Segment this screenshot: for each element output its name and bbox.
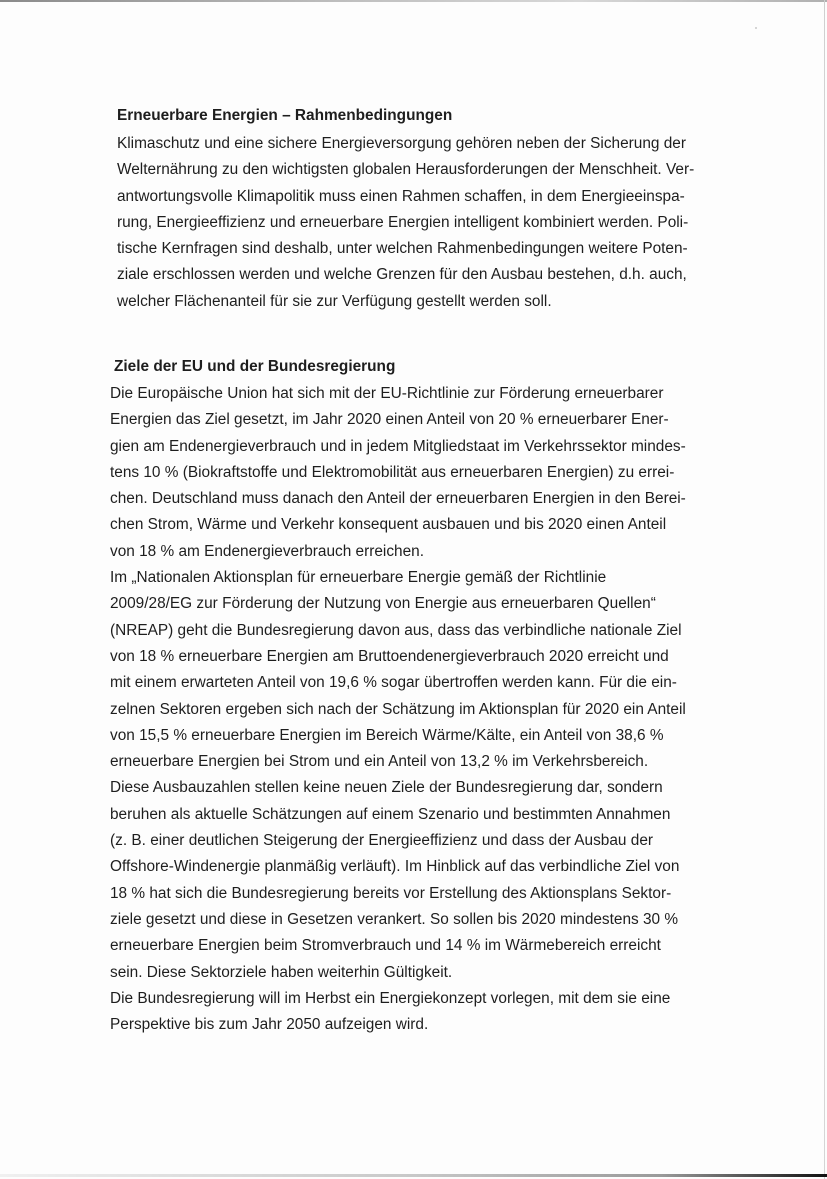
scan-edge-bottom [0, 1174, 827, 1177]
text-line: Die Europäische Union hat sich mit der EU-Richtlinie zur Förderung erneuerbarer [110, 385, 664, 402]
section-body-ziele [110, 381, 686, 1038]
text-line: Welternährung zu den wichtigsten globalen Herausforderungen der Menschheit. Ver- [117, 161, 695, 179]
section-heading-ziele: Ziele der EU und der Bundesregierung [114, 358, 396, 375]
text-line: antwortungsvolle Klimapolitik muss einen Rahmen schaffen, in dem Energieeinspa- [117, 187, 685, 205]
section-heading-rahmenbedingungen: Erneuerbare Energien – Rahmenbedingungen [117, 107, 453, 124]
text-line: Offshore-Windenergie planmäßig verläuft). Im Hinblick auf das verbindliche Ziel von [110, 858, 680, 876]
text-line: rung, Energieeffizienz und erneuerbare Energien intelligent kombiniert werden. Poli- [117, 213, 689, 231]
text-line: von 18 % erneuerbare Energien am Bruttoendenergieverbrauch 2020 erreicht und [110, 647, 669, 665]
text-line: von 18 % am Endenergieverbrauch erreichen. [110, 542, 424, 560]
text-line: beruhen als aktuelle Schätzungen auf einem Szenario und bestimmten Annahmen [110, 805, 671, 823]
text-line: ziele gesetzt und diese in Gesetzen verankert. So sollen bis 2020 mindestens 30 % [110, 910, 679, 928]
text-line: sein. Diese Sektorziele haben weiterhin Gültigkeit. [110, 963, 453, 981]
text-line: Im „Nationalen Aktionsplan für erneuerbare Energie gemäß der Richtlinie [110, 569, 607, 587]
text-line: erneuerbare Energien beim Stromverbrauch und 14 % im Wärmebereich erreicht [110, 937, 661, 955]
text-line: (NREAP) geht die Bundesregierung davon aus, dass das verbindliche nationale Ziel [110, 621, 682, 639]
text-line: (z. B. einer deutlichen Steigerung der Energieeffizienz und dass der Ausbau der [110, 832, 654, 850]
text-line: Die Bundesregierung will im Herbst ein Energiekonzept vorlegen, mit dem sie eine [110, 989, 671, 1007]
text-line: zelnen Sektoren ergeben sich nach der Schätzung im Aktionsplan für 2020 ein Anteil [110, 700, 686, 718]
text-line: gien am Endenergieverbrauch und in jedem Mitgliedstaat im Verkehrssektor mindes- [110, 437, 686, 455]
text-line: Perspektive bis zum Jahr 2050 aufzeigen wird. [110, 1016, 429, 1034]
text-line: von 15,5 % erneuerbare Energien im Bereich Wärme/Kälte, ein Anteil von 38,6 % [110, 726, 664, 744]
scan-speck [755, 27, 757, 29]
text-line: 18 % hat sich die Bundesregierung bereits vor Erstellung des Aktionsplans Sektor- [110, 884, 672, 902]
text-line: chen. Deutschland muss danach den Anteil der erneuerbaren Energien in den Berei- [110, 490, 686, 508]
text-line: Energien das Ziel gesetzt, im Jahr 2020 einen Anteil von 20 % erneuerbarer Ener- [110, 411, 669, 429]
text-line: mit einem erwarteten Anteil von 19,6 % sogar übertroffen werden kann. Für die ein- [110, 674, 677, 692]
text-line: Klimaschutz und eine sichere Energieversorgung gehören neben der Sicherung der [117, 135, 686, 152]
text-line: erneuerbare Energien bei Strom und ein Anteil von 13,2 % im Verkehrsbereich. [110, 753, 649, 771]
scan-edge-right [824, 0, 825, 1179]
text-line: tische Kernfragen sind deshalb, unter welchen Rahmenbedingungen weitere Poten- [117, 240, 688, 258]
text-line: tens 10 % (Biokraftstoffe und Elektromobilität aus erneuerbaren Energien) zu errei- [110, 463, 675, 481]
text-line: welcher Flächenanteil für sie zur Verfügung gestellt werden soll. [117, 292, 552, 310]
text-line: ziale erschlossen werden und welche Grenzen für den Ausbau bestehen, d.h. auch, [117, 266, 687, 284]
section-body-rahmenbedingungen [117, 131, 694, 315]
scan-edge-top [0, 0, 827, 2]
text-line: chen Strom, Wärme und Verkehr konsequent ausbauen und bis 2020 einen Anteil [110, 516, 667, 534]
text-line: 2009/28/EG zur Förderung der Nutzung von Energie aus erneuerbaren Quellen“ [110, 595, 656, 613]
text-line: Diese Ausbauzahlen stellen keine neuen Ziele der Bundesregierung dar, sondern [110, 779, 663, 797]
